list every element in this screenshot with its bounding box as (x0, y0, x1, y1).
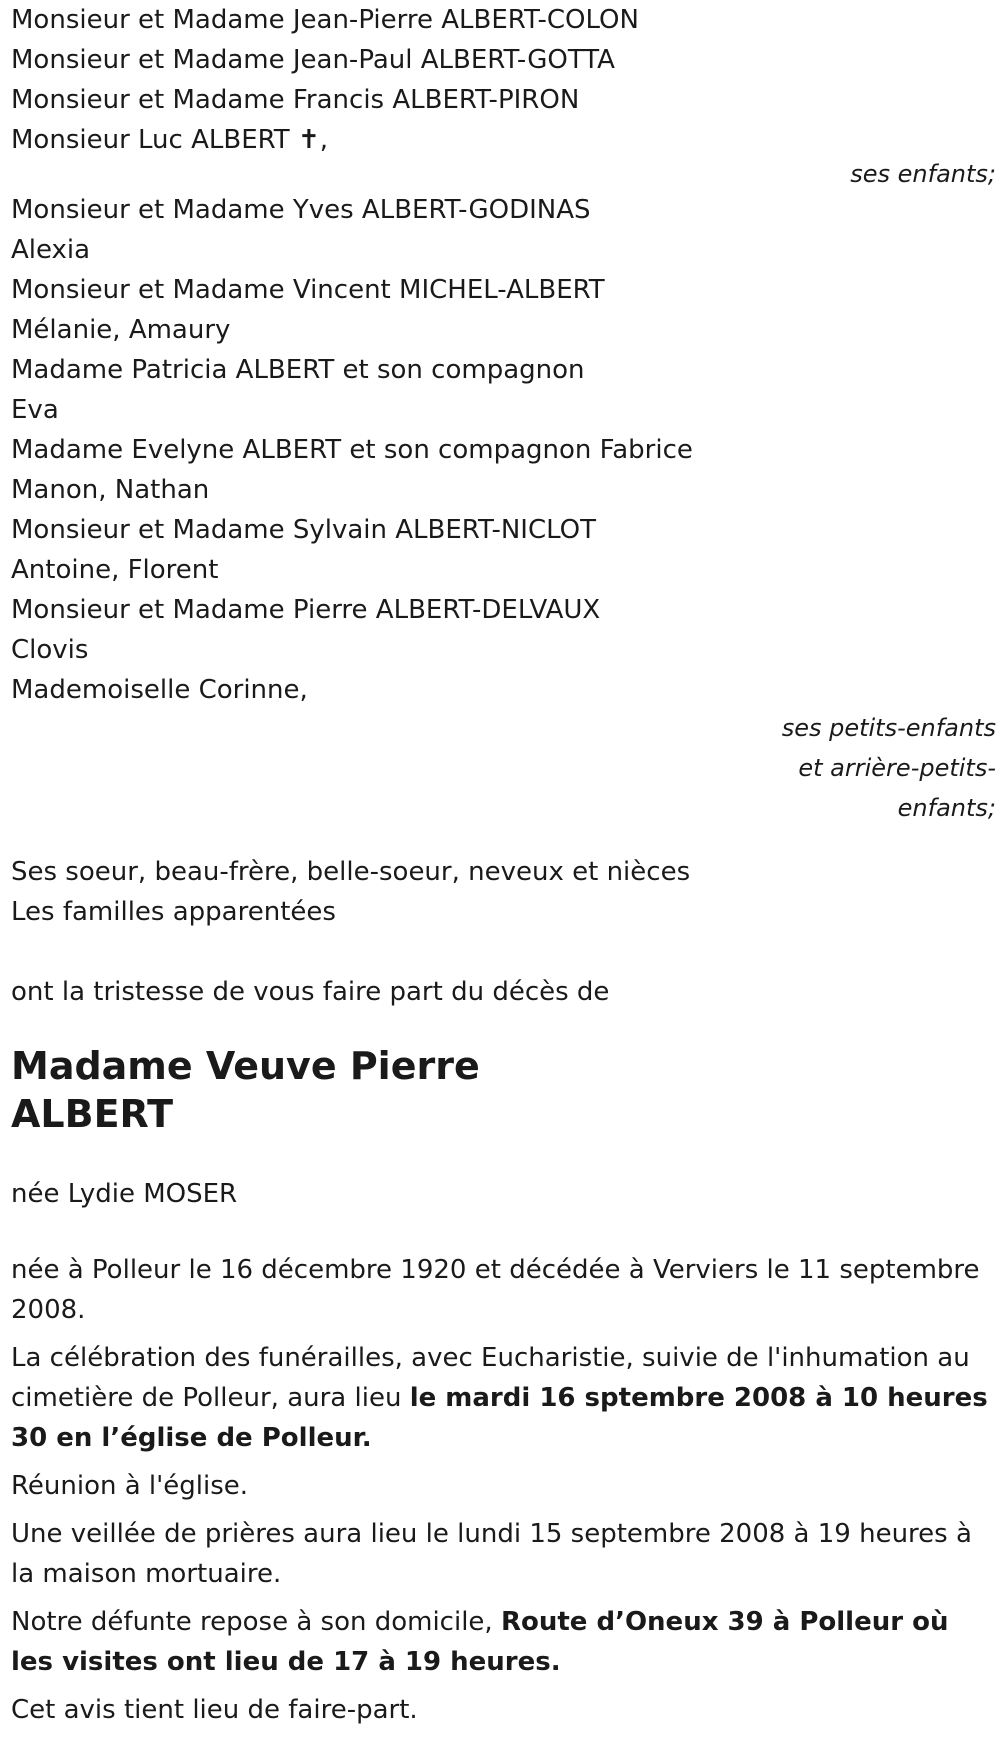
notice-paragraph: Cet avis tient lieu de faire-part. (11, 1695, 418, 1725)
deceased-name-line2: ALBERT (11, 1092, 174, 1136)
grandchildren-list (11, 190, 996, 710)
list-item: Antoine, Florent (11, 555, 219, 585)
children-relation: ses enfants; (850, 160, 996, 188)
list-item: Eva (11, 395, 59, 425)
rest-paragraph (11, 1602, 996, 1682)
list-item: Madame Patricia ALBERT et son compagnon (11, 355, 585, 385)
list-item: Monsieur et Madame Yves ALBERT-GODINAS (11, 195, 591, 225)
list-item: Ses soeur, beau-frère, belle-soeur, neveux et nièces (11, 857, 691, 887)
ceremony-text: La célébration des funérailles, avec Eucharistie, suivie de l'inhumation au cimetière de Polleur, aura lieu (11, 1343, 970, 1413)
list-item: Monsieur et Madame Jean-Pierre ALBERT-COLON (11, 5, 639, 35)
vigil-paragraph: Une veillée de prières aura lieu le lundi 15 septembre 2008 à 19 heures à la maison mortuaire. (11, 1519, 972, 1589)
reunion-paragraph: Réunion à l'église. (11, 1471, 249, 1501)
deceased-name-line1: Madame Veuve Pierre (11, 1044, 480, 1088)
ceremony-paragraph (11, 1338, 996, 1458)
rest-text: Notre défunte repose à son domicile, (11, 1607, 501, 1637)
other-relatives (11, 852, 996, 932)
children-list (11, 0, 996, 160)
list-item: Monsieur et Madame Sylvain ALBERT-NICLOT (11, 515, 597, 545)
list-item: Monsieur et Madame Vincent MICHEL-ALBERT (11, 275, 605, 305)
deceased-name (11, 1042, 996, 1138)
list-item: Monsieur et Madame Pierre ALBERT-DELVAUX (11, 595, 601, 625)
birth-death-paragraph: née à Polleur le 16 décembre 1920 et décédée à Verviers le 11 septembre 2008. (11, 1255, 980, 1325)
list-item: Mélanie, Amaury (11, 315, 231, 345)
list-item: Mademoiselle Corinne, (11, 675, 308, 705)
list-item: Les familles apparentées (11, 897, 336, 927)
grandchildren-relation (11, 708, 996, 828)
ceremony-date-location: le mardi 16 sptembre 2008 à 10 heures 30 en l’église de Polleur. (11, 1383, 988, 1453)
list-item: Alexia (11, 235, 91, 265)
relation-line: ses petits-enfants (781, 714, 996, 742)
list-item: Monsieur et Madame Francis ALBERT-PIRON (11, 85, 580, 115)
list-item: Madame Evelyne ALBERT et son compagnon Fabrice (11, 435, 693, 465)
obituary-notice (11, 0, 996, 1738)
maiden-name: née Lydie MOSER (11, 1179, 238, 1209)
relation-line: et arrière-petits- (798, 754, 996, 782)
announcement-text: ont la tristesse de vous faire part du décès de (11, 977, 610, 1007)
list-item: Monsieur et Madame Jean-Paul ALBERT-GOTTA (11, 45, 615, 75)
relation-line: enfants; (897, 794, 996, 822)
list-item: Monsieur Luc ALBERT ✝, (11, 125, 328, 155)
list-item: Manon, Nathan (11, 475, 210, 505)
list-item: Clovis (11, 635, 89, 665)
rest-address-hours: Route d’Oneux 39 à Polleur où les visites ont lieu de 17 à 19 heures. (11, 1607, 949, 1677)
